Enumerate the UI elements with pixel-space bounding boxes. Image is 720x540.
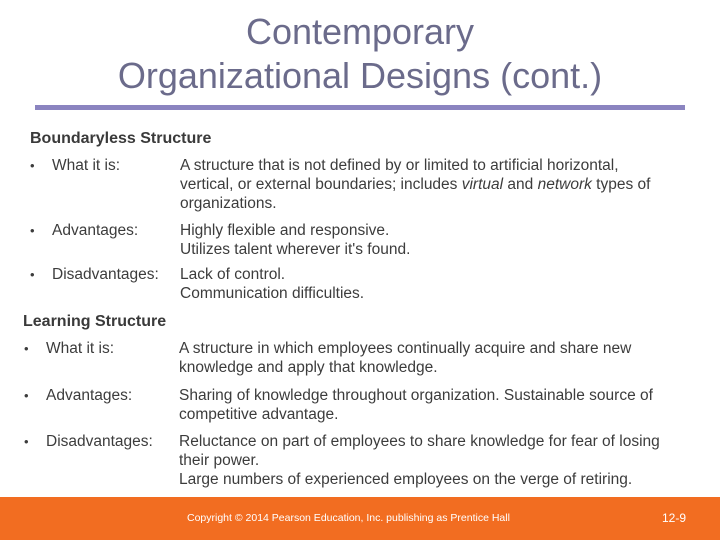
learning-advantages-desc: [179, 386, 679, 424]
boundaryless-disadvantages-label: Disadvantages:: [52, 266, 159, 283]
desc-line: Reluctance on part of employees to share knowledge for fear of losing: [179, 433, 660, 450]
desc-text: and: [503, 176, 538, 193]
boundaryless-advantages-label: Advantages:: [52, 222, 139, 239]
desc-line: Lack of control.: [180, 266, 286, 283]
learning-disadvantages-label: Disadvantages:: [46, 433, 153, 450]
bullet-icon: •: [30, 158, 35, 173]
desc-emphasis-virtual: virtual: [461, 176, 504, 193]
slide-title-line-1: Contemporary: [245, 11, 475, 52]
copyright-notice: Copyright © 2014 Pearson Education, Inc. publishing as Prentice Hall: [187, 512, 510, 524]
boundaryless-what-label: What it is:: [52, 157, 121, 174]
learning-heading: Learning Structure: [23, 313, 167, 330]
desc-line: Sharing of knowledge throughout organization. Sustainable source of: [179, 387, 653, 404]
learning-disadvantages-desc: [179, 432, 679, 489]
page-number: 12-9: [662, 511, 687, 525]
desc-line: Large numbers of experienced employees on the verge of retiring.: [179, 471, 633, 488]
desc-line: knowledge and apply that knowledge.: [179, 359, 438, 376]
desc-line: Utilizes talent wherever it's found.: [180, 241, 411, 258]
desc-line: Highly flexible and responsive.: [180, 222, 390, 239]
boundaryless-advantages-desc: [180, 221, 680, 259]
desc-line: organizations.: [180, 195, 277, 212]
desc-line: Communication difficulties.: [180, 285, 365, 302]
title-divider: [35, 105, 685, 110]
bullet-icon: •: [30, 223, 35, 238]
bullet-icon: •: [30, 267, 35, 282]
desc-line: [180, 175, 680, 194]
slide-title: [0, 10, 720, 98]
boundaryless-heading: Boundaryless Structure: [30, 130, 212, 147]
desc-line: competitive advantage.: [179, 406, 339, 423]
desc-emphasis-network: network: [537, 176, 592, 193]
learning-what-desc: [179, 339, 679, 377]
boundaryless-disadvantages-desc: [180, 265, 680, 303]
learning-what-label: What it is:: [46, 340, 115, 357]
learning-advantages-label: Advantages:: [46, 387, 133, 404]
footer-bar: [0, 497, 720, 540]
bullet-icon: •: [24, 341, 29, 356]
desc-text: types of: [591, 176, 651, 193]
slide-title-line-2: Organizational Designs (cont.): [117, 55, 603, 96]
bullet-icon: •: [24, 388, 29, 403]
desc-line: A structure that is not defined by or limited to artificial horizontal,: [180, 157, 619, 174]
desc-text: vertical, or external boundaries; includes: [180, 176, 462, 193]
bullet-icon: •: [24, 434, 29, 449]
desc-line: their power.: [179, 452, 260, 469]
desc-line: A structure in which employees continually acquire and share new: [179, 340, 632, 357]
boundaryless-what-desc: [180, 156, 680, 213]
